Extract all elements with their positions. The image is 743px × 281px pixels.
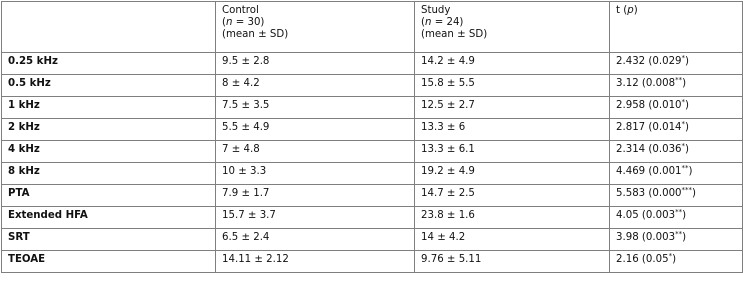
t-p-value: 2.958 (0.010*) (610, 97, 743, 119)
control-value: 14.11 ± 2.12 (216, 251, 415, 273)
results-table (1, 1, 743, 273)
table-container (0, 1, 743, 281)
table-row (2, 185, 743, 207)
significance-marker: * (681, 54, 686, 62)
t-p-value: 5.583 (0.000***) (610, 185, 743, 207)
header-study-n: (n = 24) (421, 17, 464, 28)
header-control (216, 2, 415, 53)
study-value: 15.8 ± 5.5 (415, 75, 610, 97)
table-row (2, 163, 743, 185)
table-row (2, 53, 743, 75)
header-t-p: t (p) (610, 2, 743, 53)
significance-marker: * (668, 252, 673, 260)
t-p-value: 4.469 (0.001**) (610, 163, 743, 185)
significance-marker: *** (681, 186, 693, 194)
table-row (2, 229, 743, 251)
table-header-row (2, 2, 743, 53)
row-label: PTA (2, 185, 216, 207)
header-stub-cell (2, 2, 216, 53)
t-p-value: 3.12 (0.008**) (610, 75, 743, 97)
row-label: 4 kHz (2, 141, 216, 163)
row-label: 1 kHz (2, 97, 216, 119)
control-value: 9.5 ± 2.8 (216, 53, 415, 75)
t-p-value: 3.98 (0.003**) (610, 229, 743, 251)
control-value: 7 ± 4.8 (216, 141, 415, 163)
control-value: 8 ± 4.2 (216, 75, 415, 97)
significance-marker: ** (675, 76, 683, 84)
control-value: 15.7 ± 3.7 (216, 207, 415, 229)
control-value: 7.5 ± 3.5 (216, 97, 415, 119)
table-row (2, 207, 743, 229)
control-value: 6.5 ± 2.4 (216, 229, 415, 251)
header-control-n: (n = 30) (222, 17, 265, 28)
row-label: 0.5 kHz (2, 75, 216, 97)
table-row (2, 75, 743, 97)
control-value: 5.5 ± 4.9 (216, 119, 415, 141)
control-value: 7.9 ± 1.7 (216, 185, 415, 207)
header-study (415, 2, 610, 53)
row-label: 0.25 kHz (2, 53, 216, 75)
study-value: 13.3 ± 6.1 (415, 141, 610, 163)
row-label: SRT (2, 229, 216, 251)
significance-marker: * (681, 98, 686, 106)
row-label: TEOAE (2, 251, 216, 273)
table-row (2, 97, 743, 119)
study-value: 14.2 ± 4.9 (415, 53, 610, 75)
table-row (2, 141, 743, 163)
study-value: 23.8 ± 1.6 (415, 207, 610, 229)
study-value: 9.76 ± 5.11 (415, 251, 610, 273)
significance-marker: ** (681, 164, 689, 172)
study-value: 14.7 ± 2.5 (415, 185, 610, 207)
t-p-value: 2.314 (0.036*) (610, 141, 743, 163)
study-value: 12.5 ± 2.7 (415, 97, 610, 119)
study-value: 13.3 ± 6 (415, 119, 610, 141)
header-control-stat: (mean ± SD) (222, 29, 289, 40)
table-row (2, 119, 743, 141)
header-study-title: Study (421, 5, 451, 16)
significance-marker: * (681, 142, 686, 150)
study-value: 14 ± 4.2 (415, 229, 610, 251)
header-control-title: Control (222, 5, 259, 16)
t-p-value: 4.05 (0.003**) (610, 207, 743, 229)
header-study-stat: (mean ± SD) (421, 29, 488, 40)
t-p-value: 2.817 (0.014*) (610, 119, 743, 141)
row-label: 2 kHz (2, 119, 216, 141)
table-row (2, 251, 743, 273)
control-value: 10 ± 3.3 (216, 163, 415, 185)
significance-marker: ** (675, 230, 683, 238)
study-value: 19.2 ± 4.9 (415, 163, 610, 185)
row-label: 8 kHz (2, 163, 216, 185)
t-p-value: 2.16 (0.05*) (610, 251, 743, 273)
row-label: Extended HFA (2, 207, 216, 229)
t-p-value: 2.432 (0.029*) (610, 53, 743, 75)
significance-marker: * (681, 120, 686, 128)
significance-marker: ** (675, 208, 683, 216)
